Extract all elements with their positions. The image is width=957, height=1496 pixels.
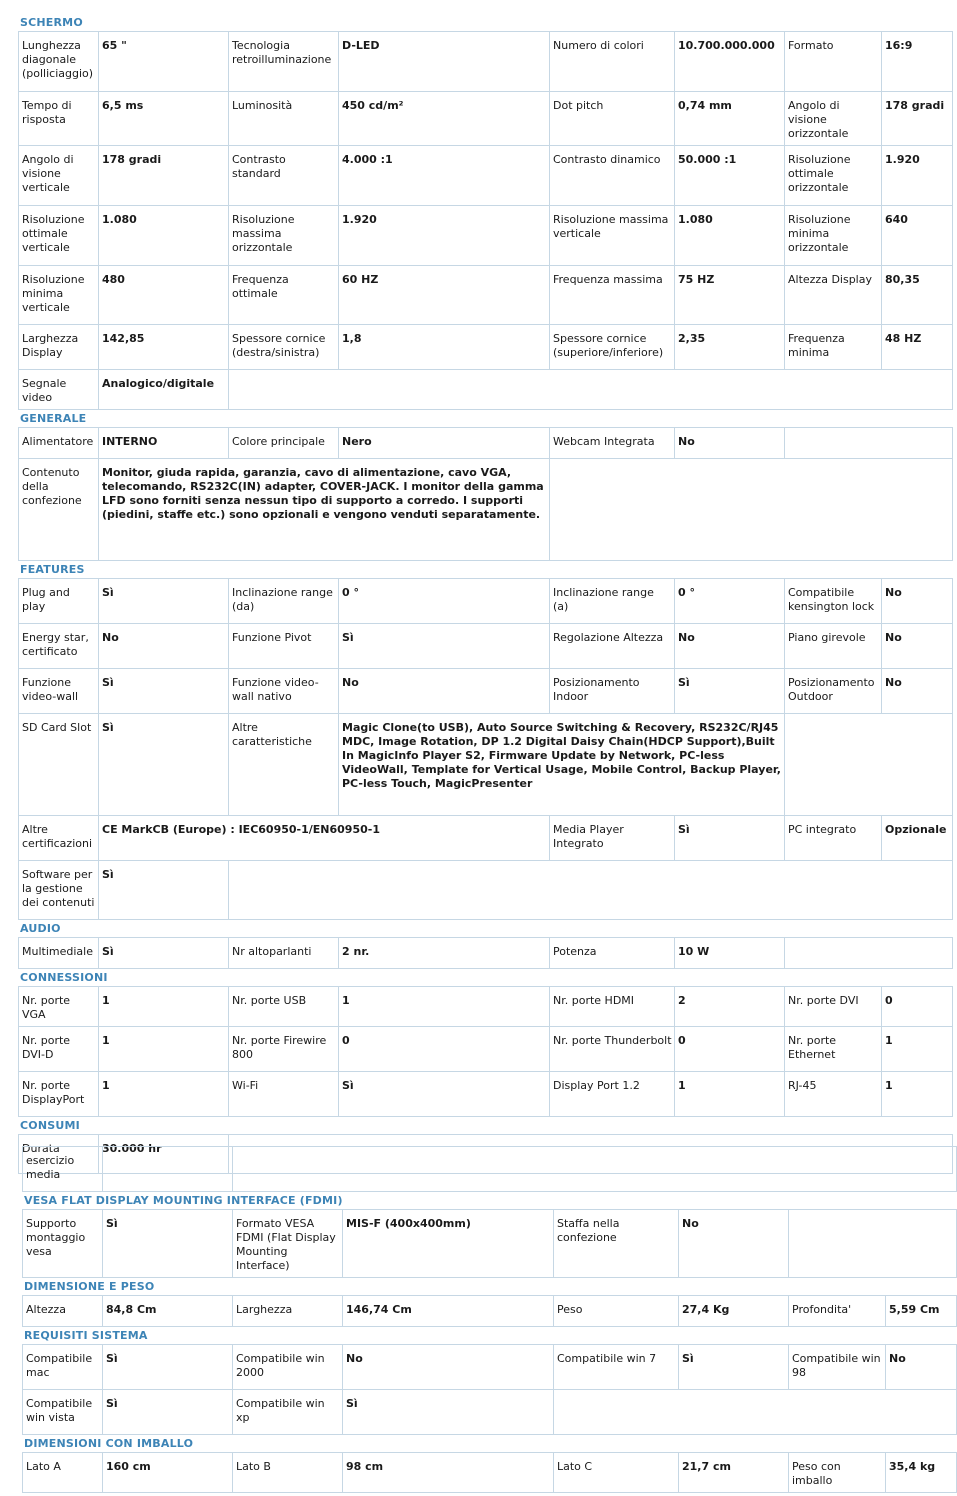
spec-value: 1.080: [675, 206, 785, 266]
spec-label: Angolo di visione orizzontale: [785, 92, 882, 146]
spec-label: Nr. porte Firewire 800: [229, 1027, 339, 1072]
spec-label: Funzione Pivot: [229, 624, 339, 669]
spec-row: [19, 370, 953, 410]
spec-label: Formato VESA FDMI (Flat Display Mounting Interface): [233, 1210, 343, 1278]
spec-label: Nr. porte VGA: [19, 987, 99, 1027]
spec-label: Compatibile win vista: [23, 1390, 103, 1435]
spec-label: Frequenza massima: [550, 266, 675, 325]
spec-label: Inclinazione range (a): [550, 579, 675, 624]
spec-label: Nr. porte HDMI: [550, 987, 675, 1027]
spec-label: Numero di colori: [550, 32, 675, 92]
spec-value: No: [675, 428, 785, 459]
spec-label: Compatibile win 2000: [233, 1345, 343, 1390]
spec-label: Multimediale: [19, 938, 99, 969]
spec-label: Software per la gestione dei contenuti: [19, 861, 99, 920]
spec-row: [23, 1345, 957, 1390]
empty-cell: [229, 370, 953, 410]
spec-value: 0 °: [675, 579, 785, 624]
spec-table-features: [18, 578, 953, 920]
empty-cell: [554, 1390, 957, 1435]
spec-value: INTERNO: [99, 428, 229, 459]
spec-label: Posizionamento Indoor: [550, 669, 675, 714]
spec-value: No: [882, 579, 953, 624]
spec-value: 1: [99, 987, 229, 1027]
spec-value: 0: [882, 987, 953, 1027]
section-title-dimensione-e-peso: DIMENSIONE E PESO: [24, 1280, 155, 1293]
spec-label: Compatibile win 7: [554, 1345, 679, 1390]
spec-label: Peso: [554, 1296, 679, 1327]
spec-table-schermo: [18, 31, 953, 410]
spec-label: Nr altoparlanti: [229, 938, 339, 969]
spec-label: Media Player Integrato: [550, 816, 675, 861]
spec-label: Wi-Fi: [229, 1072, 339, 1117]
empty-cell: [785, 938, 953, 969]
spec-value: D-LED: [339, 32, 550, 92]
spec-label: Angolo di visione verticale: [19, 146, 99, 206]
spec-value: Sì: [339, 624, 550, 669]
spec-row: [19, 1027, 953, 1072]
spec-row: [19, 669, 953, 714]
spec-value: Sì: [675, 669, 785, 714]
spec-value: Sì: [99, 938, 229, 969]
spec-label: Nr. porte DVI: [785, 987, 882, 1027]
spec-value: 10 W: [675, 938, 785, 969]
spec-label: Display Port 1.2: [550, 1072, 675, 1117]
spec-value: 84,8 Cm: [103, 1296, 233, 1327]
spec-label: Webcam Integrata: [550, 428, 675, 459]
spec-value: 50.000 :1: [675, 146, 785, 206]
spec-value: Nero: [339, 428, 550, 459]
section-title-audio: AUDIO: [20, 922, 61, 935]
spec-table-dimensioni-con-imballo: [22, 1452, 957, 1493]
spec-row: [19, 938, 953, 969]
spec-value: 60 HZ: [339, 266, 550, 325]
spec-value: 30.000 hr: [99, 1135, 229, 1174]
spec-label: Posizionamento Outdoor: [785, 669, 882, 714]
spec-label: Risoluzione massima verticale: [550, 206, 675, 266]
spec-label: Larghezza Display: [19, 325, 99, 370]
spec-value: 1: [882, 1072, 953, 1117]
spec-label: Funzione video-wall: [19, 669, 99, 714]
spec-label: Frequenza minima: [785, 325, 882, 370]
spec-value: 178 gradi: [882, 92, 953, 146]
spec-value: 0: [339, 1027, 550, 1072]
spec-value: Sì: [99, 579, 229, 624]
spec-label: Peso con imballo: [789, 1453, 886, 1493]
spec-label: Spessore cornice (destra/sinistra): [229, 325, 339, 370]
section-title-consumi: CONSUMI: [20, 1119, 80, 1132]
spec-value: CE MarkCB (Europe) : IEC60950-1/EN60950-1: [99, 816, 550, 861]
spec-value: No: [679, 1210, 789, 1278]
spec-value: No: [886, 1345, 957, 1390]
spec-value: 1.920: [339, 206, 550, 266]
spec-row: [19, 987, 953, 1027]
spec-value: No: [882, 669, 953, 714]
spec-label: Funzione video-wall nativo: [229, 669, 339, 714]
spec-row: [23, 1296, 957, 1327]
spec-value: 178 gradi: [99, 146, 229, 206]
spec-value: Sì: [675, 816, 785, 861]
spec-label: Compatibile kensington lock: [785, 579, 882, 624]
spec-label: Luminosità: [229, 92, 339, 146]
spec-value: 160 cm: [103, 1453, 233, 1493]
spec-row: [19, 1072, 953, 1117]
spec-label: esercizio media: [23, 1147, 103, 1192]
spec-label: Supporto montaggio vesa: [23, 1210, 103, 1278]
spec-label: Potenza: [550, 938, 675, 969]
spec-row: [19, 816, 953, 861]
spec-value: 1.080: [99, 206, 229, 266]
spec-value: 21,7 cm: [679, 1453, 789, 1493]
spec-value: Sì: [99, 714, 229, 816]
empty-cell: [789, 1210, 957, 1278]
spec-value: 4.000 :1: [339, 146, 550, 206]
spec-label: Lato C: [554, 1453, 679, 1493]
spec-label: Frequenza ottimale: [229, 266, 339, 325]
spec-value: 2,35: [675, 325, 785, 370]
spec-value: 0 °: [339, 579, 550, 624]
spec-value: Sì: [103, 1390, 233, 1435]
spec-value: Sì: [99, 669, 229, 714]
spec-label: Spessore cornice (superiore/inferiore): [550, 325, 675, 370]
spec-row: [19, 146, 953, 206]
spec-value: 146,74 Cm: [343, 1296, 554, 1327]
spec-value: No: [339, 669, 550, 714]
spec-table-audio: [18, 937, 953, 969]
spec-label: Nr. porte USB: [229, 987, 339, 1027]
spec-value: 2: [675, 987, 785, 1027]
spec-row: [23, 1210, 957, 1278]
spec-label: RJ-45: [785, 1072, 882, 1117]
spec-value: Sì: [343, 1390, 554, 1435]
spec-row: [23, 1453, 957, 1493]
spec-value: 35,4 kg: [886, 1453, 957, 1493]
spec-value: 450 cd/m²: [339, 92, 550, 146]
spec-row: [19, 266, 953, 325]
spec-value: 2 nr.: [339, 938, 550, 969]
spec-label: Nr. porte Thunderbolt: [550, 1027, 675, 1072]
spec-row: [19, 624, 953, 669]
empty-cell: [785, 428, 953, 459]
section-title-generale: GENERALE: [20, 412, 87, 425]
spec-value: 75 HZ: [675, 266, 785, 325]
spec-value: 1,8: [339, 325, 550, 370]
spec-label: Altezza Display: [785, 266, 882, 325]
spec-value: 1: [99, 1027, 229, 1072]
empty-cell: [229, 861, 953, 920]
spec-value: Sì: [679, 1345, 789, 1390]
spec-value: 65 ": [99, 32, 229, 92]
spec-value: 1.920: [882, 146, 953, 206]
spec-value: 98 cm: [343, 1453, 554, 1493]
spec-label: Energy star, certificato: [19, 624, 99, 669]
section-title-vesa-flat-display-mounting-interface-fdmi: VESA FLAT DISPLAY MOUNTING INTERFACE (FDMI): [24, 1194, 343, 1207]
spec-label: Dot pitch: [550, 92, 675, 146]
spec-value: No: [343, 1345, 554, 1390]
spec-row: [19, 714, 953, 816]
section-title-requisiti-sistema: REQUISITI SISTEMA: [24, 1329, 148, 1342]
spec-value: 6,5 ms: [99, 92, 229, 146]
spec-label: Risoluzione minima orizzontale: [785, 206, 882, 266]
spec-label: Nr. porte DVI-D: [19, 1027, 99, 1072]
spec-label: Compatibile mac: [23, 1345, 103, 1390]
spec-label: Regolazione Altezza: [550, 624, 675, 669]
spec-row: [19, 579, 953, 624]
spec-table-dimensione-e-peso: [22, 1295, 957, 1327]
spec-label: Risoluzione ottimale verticale: [19, 206, 99, 266]
section-title-dimensioni-con-imballo: DIMENSIONI CON IMBALLO: [24, 1437, 194, 1450]
spec-label: Tempo di risposta: [19, 92, 99, 146]
empty-cell: [785, 714, 953, 816]
empty-cell: [233, 1147, 957, 1192]
spec-value: Sì: [339, 1072, 550, 1117]
spec-label: Compatibile win xp: [233, 1390, 343, 1435]
spec-label: Alimentatore: [19, 428, 99, 459]
spec-value: 80,35: [882, 266, 953, 325]
spec-value: Magic Clone(to USB), Auto Source Switching & Recovery, RS232C/RJ45 MDC, Image Rotation, DP 1.2 Digital Daisy Chain(HDCP Support),Built In MagicInfo Player S2, Firmware Update by Network, PC-less VideoWall, Template for Vertical Usage, Mobile Control, Backup Player, PC-less Touch, MagicPresenter: [339, 714, 785, 816]
spec-value: Monitor, giuda rapida, garanzia, cavo di alimentazione, cavo VGA, telecomando, RS232C(IN) adapter, COVER-JACK. I monitor della gamma LFD sono forniti senza nessun tipo di supporto a corredo. I supporti (piedini, staffe etc.) sono opzionali e vengono venduti separatamente.: [99, 459, 550, 561]
spec-table: [22, 1146, 957, 1192]
spec-value: 1: [675, 1072, 785, 1117]
spec-row: [19, 206, 953, 266]
spec-value: No: [675, 624, 785, 669]
spec-value: 1: [99, 1072, 229, 1117]
spec-value: 5,59 Cm: [886, 1296, 957, 1327]
spec-label: Lato B: [233, 1453, 343, 1493]
spec-label: Contenuto della confezione: [19, 459, 99, 561]
spec-value: 10.700.000.000: [675, 32, 785, 92]
spec-value: 1: [882, 1027, 953, 1072]
spec-value: 0: [675, 1027, 785, 1072]
spec-label: Plug and play: [19, 579, 99, 624]
spec-label: Larghezza: [233, 1296, 343, 1327]
spec-label: Altezza: [23, 1296, 103, 1327]
spec-label: Risoluzione ottimale orizzontale: [785, 146, 882, 206]
spec-label: Nr. porte Ethernet: [785, 1027, 882, 1072]
section-title-schermo: SCHERMO: [20, 16, 83, 29]
spec-table-generale: [18, 427, 953, 561]
spec-value: Opzionale: [882, 816, 953, 861]
spec-label: Compatibile win 98: [789, 1345, 886, 1390]
spec-label: Durata: [19, 1135, 99, 1174]
empty-cell: [550, 459, 953, 561]
spec-value: No: [882, 624, 953, 669]
spec-label: Lato A: [23, 1453, 103, 1493]
spec-label: Altre certificazioni: [19, 816, 99, 861]
spec-row: [23, 1147, 957, 1192]
spec-label: Nr. porte DisplayPort: [19, 1072, 99, 1117]
spec-label: Altre caratteristiche: [229, 714, 339, 816]
spec-value: Sì: [103, 1210, 233, 1278]
spec-value: MIS-F (400x400mm): [343, 1210, 554, 1278]
spec-label: Lunghezza diagonale (polliciaggio): [19, 32, 99, 92]
spec-label: PC integrato: [785, 816, 882, 861]
spec-row: [19, 861, 953, 920]
spec-label: Colore principale: [229, 428, 339, 459]
spec-label: Profondita': [789, 1296, 886, 1327]
spec-label: SD Card Slot: [19, 714, 99, 816]
spec-value: 0,74 mm: [675, 92, 785, 146]
spec-value: 640: [882, 206, 953, 266]
spec-label: Tecnologia retroilluminazione: [229, 32, 339, 92]
spec-sheet-part-1: [18, 14, 947, 1174]
section-title-connessioni: CONNESSIONI: [20, 971, 108, 984]
spec-value: 16:9: [882, 32, 953, 92]
spec-value: [103, 1147, 233, 1192]
spec-value: Sì: [103, 1345, 233, 1390]
spec-label: Formato: [785, 32, 882, 92]
spec-row: [19, 92, 953, 146]
spec-label: Staffa nella confezione: [554, 1210, 679, 1278]
spec-label: Risoluzione minima verticale: [19, 266, 99, 325]
spec-table-requisiti-sistema: [22, 1344, 957, 1435]
spec-value: 27,4 Kg: [679, 1296, 789, 1327]
spec-sheet-part-2: [22, 1146, 940, 1493]
spec-value: 142,85: [99, 325, 229, 370]
spec-label: Contrasto standard: [229, 146, 339, 206]
spec-table-vesa-flat-display-mounting-interface-fdmi: [22, 1209, 957, 1278]
spec-row: [19, 428, 953, 459]
spec-row: [19, 459, 953, 561]
spec-value: 480: [99, 266, 229, 325]
spec-label: Piano girevole: [785, 624, 882, 669]
spec-value: 1: [339, 987, 550, 1027]
spec-label: Risoluzione massima orizzontale: [229, 206, 339, 266]
spec-value: Analogico/digitale: [99, 370, 229, 410]
spec-row: [23, 1390, 957, 1435]
spec-label: Inclinazione range (da): [229, 579, 339, 624]
section-title-features: FEATURES: [20, 563, 85, 576]
spec-row: [19, 32, 953, 92]
spec-value: Sì: [99, 861, 229, 920]
spec-row: [19, 325, 953, 370]
spec-label: Segnale video: [19, 370, 99, 410]
spec-table-connessioni: [18, 986, 953, 1117]
spec-value: No: [99, 624, 229, 669]
spec-label: Contrasto dinamico: [550, 146, 675, 206]
spec-value: 48 HZ: [882, 325, 953, 370]
